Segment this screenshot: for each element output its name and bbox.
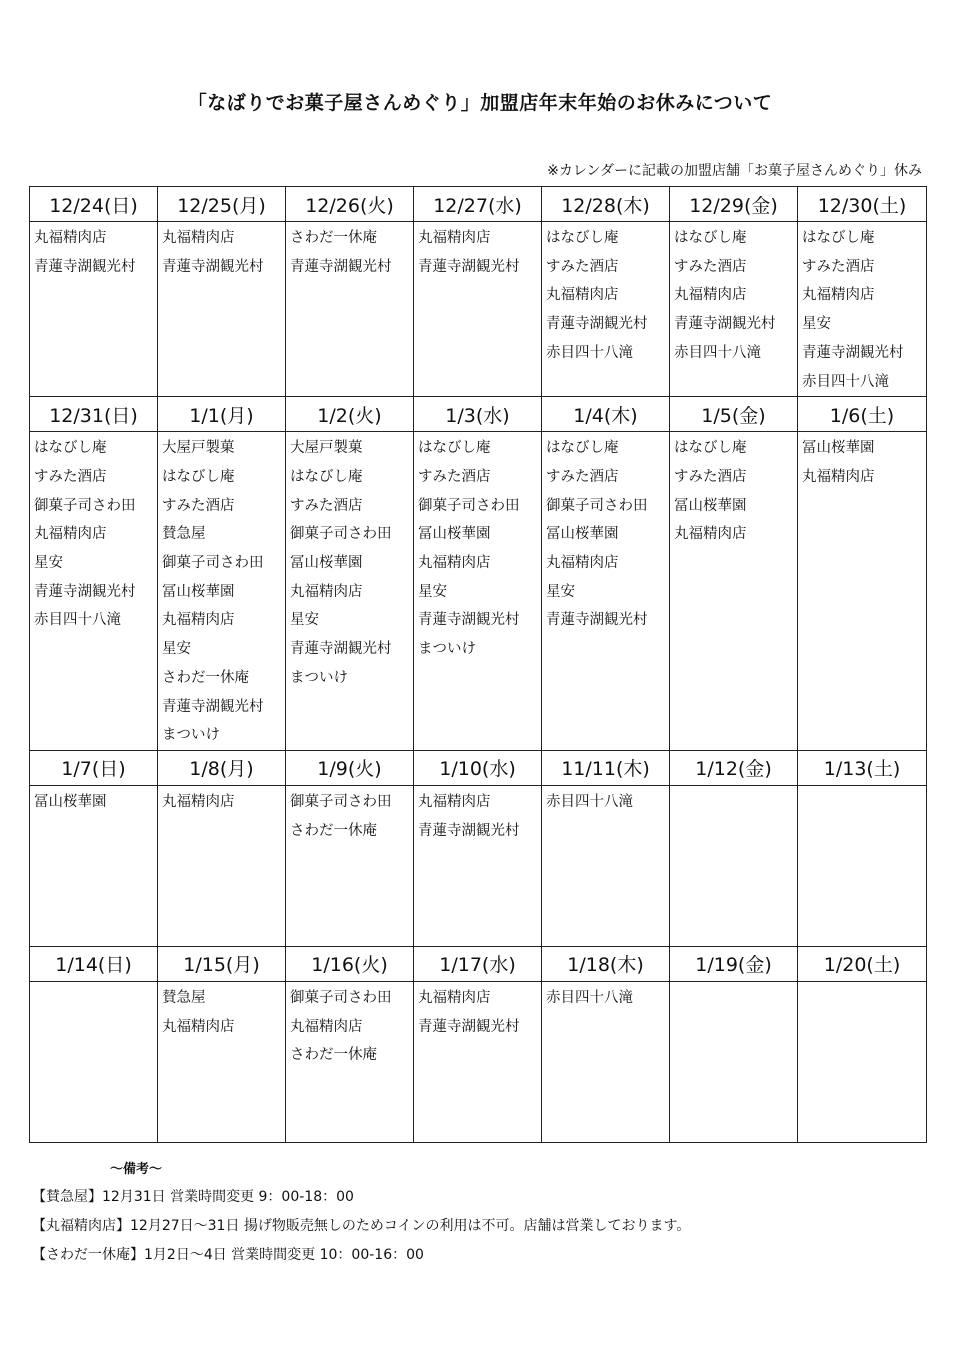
- closed-shop: はなびし庵: [546, 440, 619, 457]
- closed-shop: はなびし庵: [418, 440, 491, 457]
- closed-shop: 冨山桜華園: [546, 526, 619, 543]
- day-closed-shops: [798, 785, 927, 946]
- closed-shop: 青蓮寺湖観光村: [162, 698, 264, 715]
- week-date-row: [30, 397, 927, 432]
- day-closed-shops: [414, 785, 542, 946]
- day-closed-shops: [798, 432, 927, 751]
- day-date: 12/26(火): [286, 187, 414, 222]
- day-closed-shops: [670, 785, 798, 946]
- closed-shop: 赤目四十八滝: [546, 344, 633, 361]
- day-date: 1/8(月): [158, 750, 286, 785]
- day-date: 12/31(日): [30, 397, 158, 432]
- closed-shop: 冨山桜華園: [802, 440, 875, 457]
- closed-shop: 星安: [162, 641, 191, 658]
- week-shop-row: [30, 222, 927, 397]
- closed-shop: 星安: [290, 612, 319, 629]
- day-closed-shops: [542, 222, 670, 397]
- closed-shop: 御菓子司さわ田: [418, 497, 520, 514]
- day-closed-shops: [286, 981, 414, 1142]
- closed-shop: まついけ: [290, 669, 348, 686]
- remarks-title: 〜備考〜: [110, 1162, 163, 1177]
- day-date: 1/14(日): [30, 946, 158, 981]
- remark-line: 【さわだ一休庵】1月2日〜4日 営業時間変更 10：00-16：00: [32, 1247, 424, 1263]
- closed-shop: 冨山桜華園: [290, 555, 363, 572]
- closed-shop: 冨山桜華園: [34, 793, 107, 810]
- day-closed-shops: [414, 981, 542, 1142]
- day-closed-shops: [670, 432, 798, 751]
- closed-shop: すみた酒店: [418, 468, 491, 485]
- closed-shop: 赤目四十八滝: [802, 373, 889, 390]
- day-date: 1/2(火): [286, 397, 414, 432]
- closed-shop: 青蓮寺湖観光村: [162, 258, 264, 275]
- closed-shop: 丸福精肉店: [162, 230, 235, 246]
- closed-shop: 大屋戸製菓: [290, 440, 363, 457]
- closed-shop: 星安: [802, 316, 831, 333]
- closed-shop: 冨山桜華園: [674, 497, 747, 514]
- closed-shop: 青蓮寺湖観光村: [290, 641, 392, 658]
- closed-shop: 大屋戸製菓: [162, 440, 235, 457]
- closed-shop: 丸福精肉店: [674, 287, 747, 304]
- day-closed-shops: [414, 222, 542, 397]
- closed-shop: さわだ一休庵: [290, 822, 377, 839]
- day-date: 1/17(水): [414, 946, 542, 981]
- day-date: 1/4(木): [542, 397, 670, 432]
- remark-line: 【丸福精肉店】12月27日〜31日 揚げ物販売無しのためコインの利用は不可。店舗は営業しております。: [32, 1218, 691, 1234]
- closed-shop: まついけ: [162, 727, 220, 744]
- day-closed-shops: [542, 432, 670, 751]
- closed-shop: 冨山桜華園: [418, 526, 491, 543]
- closed-shop: 丸福精肉店: [418, 793, 491, 810]
- day-date: 1/7(日): [30, 750, 158, 785]
- closed-shop: すみた酒店: [546, 258, 619, 275]
- week-shop-row: [30, 785, 927, 946]
- day-date: 1/6(土): [798, 397, 927, 432]
- closed-shop: 丸福精肉店: [162, 793, 235, 810]
- closed-shop: 丸福精肉店: [674, 526, 747, 543]
- closed-shop: さわだ一休庵: [162, 669, 249, 686]
- day-closed-shops: [158, 432, 286, 751]
- closed-shop: 青蓮寺湖観光村: [418, 612, 520, 629]
- closed-shop: 赤目四十八滝: [34, 612, 121, 629]
- closed-shop: 御菓子司さわ田: [290, 793, 392, 810]
- closed-shop: 賛急屋: [162, 526, 206, 543]
- day-closed-shops: [30, 785, 158, 946]
- closed-shop: 丸福精肉店: [290, 1018, 363, 1035]
- day-date: 12/27(水): [414, 187, 542, 222]
- day-date: 12/30(土): [798, 187, 927, 222]
- day-date: 1/18(木): [542, 946, 670, 981]
- closed-shop: はなびし庵: [674, 440, 747, 457]
- closed-shop: はなびし庵: [802, 230, 875, 246]
- closed-shop: さわだ一休庵: [290, 230, 377, 246]
- closed-shop: 赤目四十八滝: [546, 989, 633, 1006]
- day-date: 12/29(金): [670, 187, 798, 222]
- closed-shop: はなびし庵: [546, 230, 619, 246]
- day-date: 1/5(金): [670, 397, 798, 432]
- day-date: 1/3(水): [414, 397, 542, 432]
- closed-shop: 星安: [418, 583, 447, 600]
- day-date: 1/20(土): [798, 946, 927, 981]
- closed-shop: 青蓮寺湖観光村: [546, 612, 648, 629]
- closed-shop: 丸福精肉店: [34, 526, 107, 543]
- closed-shop: 青蓮寺湖観光村: [546, 316, 648, 333]
- closed-shop: 赤目四十八滝: [674, 344, 761, 361]
- day-date: 12/25(月): [158, 187, 286, 222]
- holiday-calendar: [29, 186, 927, 1143]
- closed-shop: 青蓮寺湖観光村: [34, 258, 136, 275]
- closed-shop: 丸福精肉店: [418, 555, 491, 572]
- closed-shop: はなびし庵: [674, 230, 747, 246]
- day-date: 1/12(金): [670, 750, 798, 785]
- closed-shop: はなびし庵: [290, 468, 363, 485]
- day-closed-shops: [286, 785, 414, 946]
- closed-shop: 青蓮寺湖観光村: [802, 344, 904, 361]
- closed-shop: はなびし庵: [34, 440, 107, 457]
- day-date: 11/11(木): [542, 750, 670, 785]
- day-date: 12/28(木): [542, 187, 670, 222]
- day-closed-shops: [30, 432, 158, 751]
- closed-shop: はなびし庵: [162, 468, 235, 485]
- closed-shop: 賛急屋: [162, 989, 206, 1006]
- closed-shop: 丸福精肉店: [162, 612, 235, 629]
- day-closed-shops: [670, 222, 798, 397]
- closed-shop: 御菓子司さわ田: [290, 989, 392, 1006]
- day-closed-shops: [542, 785, 670, 946]
- closed-shop: すみた酒店: [546, 468, 619, 485]
- closed-shop: まついけ: [418, 641, 476, 658]
- closed-shop: 御菓子司さわ田: [546, 497, 648, 514]
- week-date-row: [30, 750, 927, 785]
- closed-shop: 丸福精肉店: [546, 555, 619, 572]
- closed-shop: すみた酒店: [802, 258, 875, 275]
- closed-shop: 青蓮寺湖観光村: [418, 1018, 520, 1035]
- page-title: 「なばりでお菓子屋さんめぐり」加盟店年末年始のお休みについて: [187, 92, 773, 114]
- closed-shop: 御菓子司さわ田: [34, 497, 136, 514]
- closed-shop: 丸福精肉店: [290, 583, 363, 600]
- closed-shop: すみた酒店: [674, 468, 747, 485]
- closed-shop: さわだ一休庵: [290, 1047, 377, 1064]
- closed-shop: 青蓮寺湖観光村: [34, 583, 136, 600]
- day-date: 1/16(火): [286, 946, 414, 981]
- week-date-row: [30, 946, 927, 981]
- closed-shop: 御菓子司さわ田: [290, 526, 392, 543]
- day-closed-shops: [286, 222, 414, 397]
- closed-shop: 青蓮寺湖観光村: [290, 258, 392, 275]
- closed-shop: すみた酒店: [674, 258, 747, 275]
- closed-shop: 御菓子司さわ田: [162, 555, 264, 572]
- week-shop-row: [30, 981, 927, 1142]
- closed-shop: 星安: [546, 583, 575, 600]
- day-date: 1/10(水): [414, 750, 542, 785]
- closed-shop: 青蓮寺湖観光村: [418, 258, 520, 275]
- closed-shop: 丸福精肉店: [802, 468, 875, 485]
- closed-shop: すみた酒店: [162, 497, 235, 514]
- day-date: 1/13(土): [798, 750, 927, 785]
- day-date: 1/19(金): [670, 946, 798, 981]
- calendar-note: ※カレンダーに記載の加盟店舗「お菓子屋さんめぐり」休み: [547, 163, 922, 179]
- day-date: 1/15(月): [158, 946, 286, 981]
- remark-line: 【賛急屋】12月31日 営業時間変更 9：00-18：00: [32, 1189, 354, 1205]
- day-closed-shops: [542, 981, 670, 1142]
- closed-shop: すみた酒店: [34, 468, 107, 485]
- day-closed-shops: [670, 981, 798, 1142]
- closed-shop: 丸福精肉店: [162, 1018, 235, 1035]
- day-date: 12/24(日): [30, 187, 158, 222]
- closed-shop: すみた酒店: [290, 497, 363, 514]
- calendar-body: [30, 187, 927, 1143]
- day-date: 1/9(火): [286, 750, 414, 785]
- day-closed-shops: [798, 981, 927, 1142]
- day-closed-shops: [798, 222, 927, 397]
- closed-shop: 青蓮寺湖観光村: [418, 822, 520, 839]
- closed-shop: 丸福精肉店: [802, 287, 875, 304]
- day-closed-shops: [414, 432, 542, 751]
- week-date-row: [30, 187, 927, 222]
- day-closed-shops: [30, 981, 158, 1142]
- closed-shop: 丸福精肉店: [34, 230, 107, 246]
- closed-shop: 赤目四十八滝: [546, 793, 633, 810]
- closed-shop: 丸福精肉店: [418, 989, 491, 1006]
- day-closed-shops: [158, 222, 286, 397]
- closed-shop: 丸福精肉店: [418, 230, 491, 246]
- day-date: 1/1(月): [158, 397, 286, 432]
- day-closed-shops: [158, 981, 286, 1142]
- week-shop-row: [30, 432, 927, 751]
- closed-shop: 青蓮寺湖観光村: [674, 316, 776, 333]
- closed-shop: 冨山桜華園: [162, 583, 235, 600]
- day-closed-shops: [286, 432, 414, 751]
- day-closed-shops: [30, 222, 158, 397]
- closed-shop: 星安: [34, 555, 63, 572]
- day-closed-shops: [158, 785, 286, 946]
- closed-shop: 丸福精肉店: [546, 287, 619, 304]
